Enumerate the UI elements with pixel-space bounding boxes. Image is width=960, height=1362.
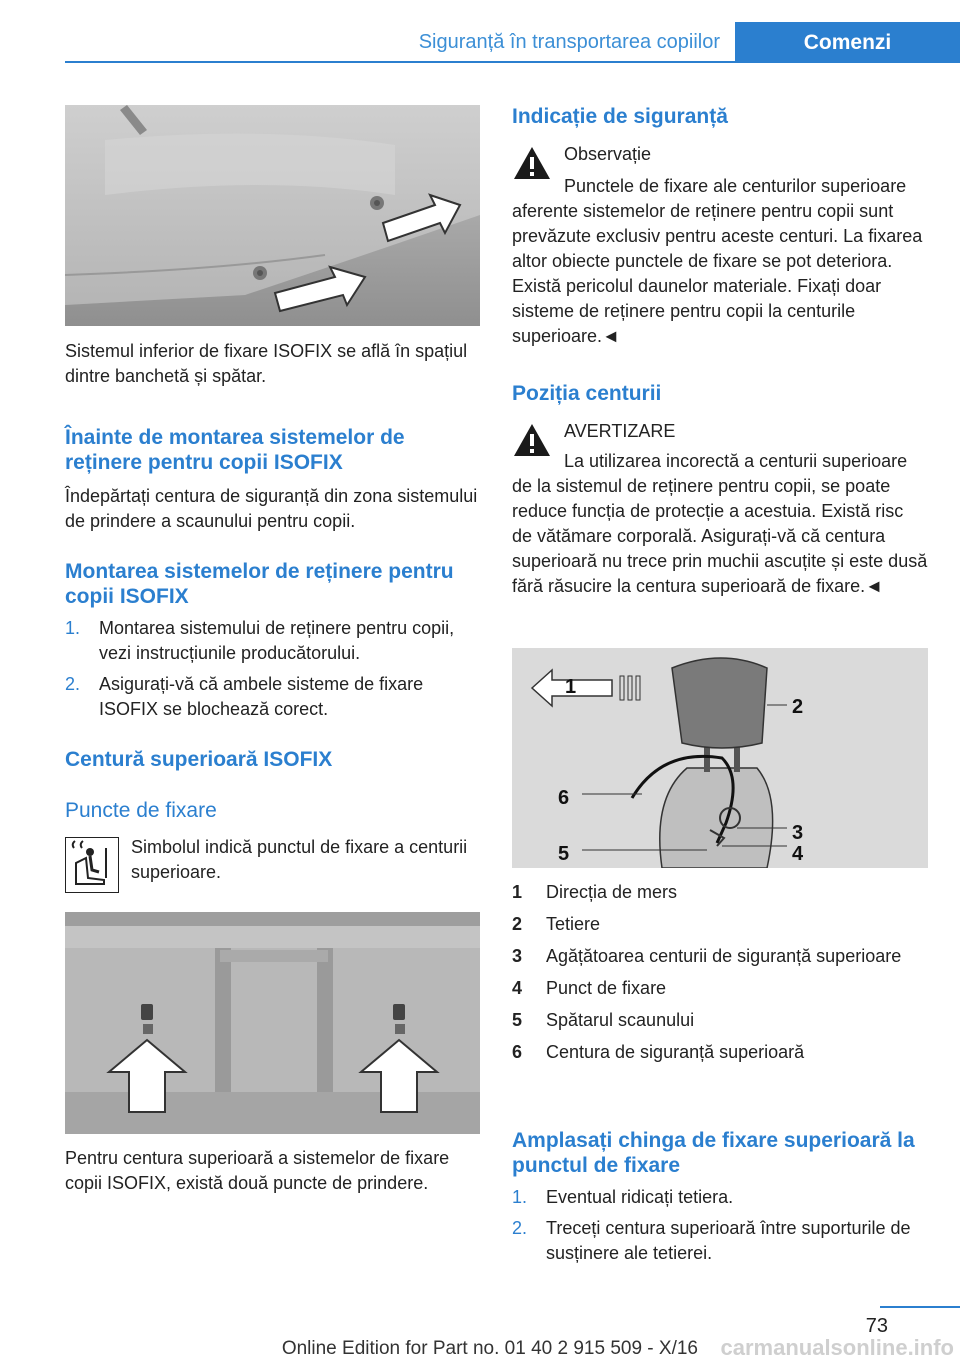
photo2-caption: Pentru centura superioară a sistemelor de fixare copii ISOFIX, există două puncte de prindere. [65, 1148, 450, 1193]
note-label: Observație [564, 144, 652, 164]
isofix-lower-anchor-photo [65, 105, 480, 326]
heading-mounting: Montarea sistemelor de reținere pentru copii ISOFIX [65, 560, 454, 608]
belt-position-diagram [512, 648, 928, 868]
diagram-legend [512, 880, 928, 1072]
edition-footer: Online Edition for Part no. 01 40 2 915 509 - X/16 [281, 1338, 698, 1359]
legend-text: Agățătoarea centurii de siguranță superioare [546, 946, 902, 966]
warning-label: AVERTIZARE [564, 421, 676, 441]
warning-text: La utilizarea incorectă a centurii superioare de la sistemul de reținere pentru copii, se poate reduce funcția de protecție a acestuia. Există risc de vătămare corporală. Asigurați-vă că centura superioară nu trece prin muchii ascuțite și este dusă fără răsucire la centura superioară de fixare.◄ [512, 451, 928, 596]
legend-text: Punct de fixare [546, 978, 667, 998]
diagram-label-6: 6 [558, 787, 570, 809]
page-number: 73 [865, 1315, 888, 1337]
step-text: Eventual ridicați tetiera. [546, 1187, 734, 1207]
photo1-caption: Sistemul inferior de fixare ISOFIX se află în spațiul dintre banchetă și spătar. [65, 341, 468, 386]
step-text: Treceți centura superioară între suporturile de susținere ale tetierei. [546, 1218, 911, 1263]
before-mounting-text: Îndepărtați centura de siguranță din zona sistemului de prindere a scaunului pentru copii. [65, 486, 478, 531]
legend-text: Spătarul scaunului [546, 1010, 695, 1030]
legend-item [512, 1040, 928, 1065]
step-number: 2. [65, 674, 81, 694]
legend-number: 2 [512, 914, 523, 934]
legend-number: 5 [512, 1010, 523, 1030]
header-rule [65, 61, 960, 63]
legend-item [512, 1008, 928, 1033]
step-number: 1. [512, 1187, 528, 1207]
legend-text: Tetiere [546, 914, 601, 934]
legend-text: Centura de siguranță superioară [546, 1042, 805, 1062]
heading-before-mounting: Înainte de montarea sistemelor de reținere pentru copii ISOFIX [65, 426, 405, 474]
heading-safety-note: Indicație de siguranță [512, 105, 728, 128]
diagram-label-1: 1 [565, 676, 577, 698]
diagram-label-4: 4 [792, 843, 804, 865]
isofix-tether-symbol-icon [65, 837, 119, 893]
mounting-step [65, 672, 480, 722]
strap-step [512, 1185, 928, 1210]
top-tether-anchors-photo [65, 912, 480, 1134]
step-number: 1. [65, 618, 81, 638]
diagram-label-2: 2 [792, 696, 804, 718]
mounting-step [65, 616, 480, 666]
legend-item [512, 912, 928, 937]
note-text: Punctele de fixare ale centurilor superioare aferente sistemelor de reținere pentru copii sunt prevăzute exclusiv pentru aceste centuri. La fixarea altor obiecte punctele de fixare se pot deteriora. Există pericolul daunelor materiale. Fixați doar sisteme de reținere pentru copii la centurile superioare.◄ [512, 176, 923, 346]
step-number: 2. [512, 1218, 528, 1238]
footer-rule [880, 1306, 960, 1308]
diagram-label-5: 5 [558, 843, 570, 865]
mounting-steps [65, 616, 480, 728]
legend-item [512, 976, 928, 1001]
heading-anchor-points: Puncte de fixare [65, 799, 217, 822]
heading-belt-position: Poziția centurii [512, 382, 662, 405]
watermark: carmanualsonline.info [720, 1335, 954, 1360]
symbol-description: Simbolul indică punctul de fixare a centurii superioare. [131, 837, 468, 882]
legend-text: Direcția de mers [546, 882, 678, 902]
running-header-section: Siguranță în transportarea copiilor [418, 31, 720, 53]
step-text: Montarea sistemului de reținere pentru copii, vezi instrucțiunile producătorului. [99, 618, 455, 663]
strap-steps [512, 1185, 928, 1272]
legend-item [512, 944, 928, 969]
step-text: Asigurați-vă că ambele sisteme de fixare ISOFIX se blochează corect. [99, 674, 424, 719]
legend-number: 6 [512, 1042, 523, 1062]
legend-item [512, 880, 928, 905]
diagram-label-3: 3 [792, 822, 804, 844]
legend-number: 3 [512, 946, 523, 966]
heading-top-tether: Centură superioară ISOFIX [65, 748, 333, 771]
heading-place-strap: Amplasați chinga de fixare superioară la punctul de fixare [512, 1129, 915, 1177]
legend-number: 4 [512, 978, 523, 998]
strap-step [512, 1216, 928, 1266]
legend-number: 1 [512, 882, 523, 902]
running-header-tab: Comenzi [735, 22, 960, 63]
